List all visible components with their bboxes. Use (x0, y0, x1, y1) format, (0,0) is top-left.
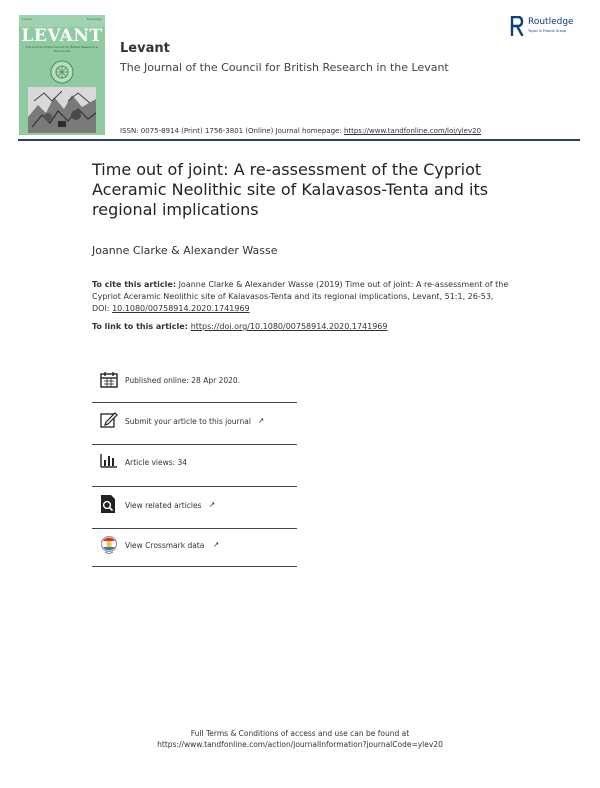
issn-text: ISSN: 0075-8914 (Print) 1756-3801 (Online) Journal homepage: (120, 127, 344, 135)
cover-subtitle: The Journal of the Council for British Research in the Levant (25, 45, 99, 53)
crossmark-icon (100, 535, 118, 554)
citation-block (92, 279, 512, 315)
journal-cover (19, 15, 105, 135)
external-link-icon: ↗ (209, 500, 216, 509)
cover-emblem-icon (47, 59, 77, 85)
journal-homepage-link[interactable]: https://www.tandfonline.com/loi/ylev20 (343, 127, 482, 135)
footer (0, 728, 600, 750)
crossmark-label: View Crossmark data (125, 541, 205, 550)
crossmark-row[interactable] (92, 531, 297, 567)
cover-top-left: Levant (22, 17, 33, 21)
cite-label: To cite this article: (92, 280, 177, 289)
issn-line (120, 127, 481, 135)
doi-link[interactable]: 10.1080/00758914.2020.1741969 (112, 304, 250, 313)
article-link-line (92, 322, 388, 331)
cover-artwork-image (28, 87, 96, 133)
submit-article-label: Submit your article to this journal (125, 417, 251, 426)
cover-title: LEVANT (21, 26, 103, 46)
external-link-icon: ↗ (213, 540, 220, 549)
article-views-row (92, 447, 297, 485)
footer-terms-link[interactable]: https://www.tandfonline.com/action/journalInformation?journalCode=ylev20 (157, 740, 443, 749)
info-divider (92, 402, 297, 403)
publisher-name: Routledge (528, 17, 574, 27)
info-divider (92, 528, 297, 529)
link-label: To link to this article: (92, 322, 191, 331)
info-divider (92, 486, 297, 487)
publisher-logo[interactable] (510, 15, 585, 39)
article-url-link[interactable]: https://doi.org/10.1080/00758914.2020.1741969 (190, 322, 388, 331)
cite-text: Joanne Clarke & Alexander Wasse (2019) Time out of joint: A re-assessment of the Cypriot Aceramic Neolithic site of Kalavasos-Tenta and its regional implications, Levant, 51:1, 26-53, DOI: (92, 280, 509, 313)
published-online-row (92, 367, 297, 395)
article-views-label: Article views: 34 (125, 458, 188, 467)
edit-icon (100, 411, 118, 428)
submit-article-row[interactable] (92, 405, 297, 443)
info-divider (92, 566, 297, 567)
header-divider (18, 139, 580, 141)
publisher-tagline: Taylor & Francis Group (528, 29, 567, 33)
related-articles-icon (100, 494, 116, 514)
calendar-icon (100, 371, 118, 388)
footer-terms-text: Full Terms & Conditions of access and use can be found at (190, 729, 410, 738)
related-articles-row[interactable] (92, 489, 297, 527)
article-title: Time out of joint: A re-assessment of the Cypriot Aceramic Neolithic site of Kalavasos-Tenta and its regional implications (92, 160, 489, 219)
external-link-icon: ↗ (258, 416, 265, 425)
routledge-logo-icon (510, 16, 524, 36)
related-articles-label: View related articles (125, 501, 202, 510)
info-divider (92, 444, 297, 445)
bar-chart-icon (100, 453, 118, 468)
journal-full-title: The Journal of the Council for British Research in the Levant (120, 61, 449, 74)
article-authors: Joanne Clarke & Alexander Wasse (92, 244, 278, 257)
published-online-label: Published online: 28 Apr 2020. (125, 376, 241, 385)
cover-top-right: Routledge (86, 17, 102, 21)
journal-name: Levant (120, 41, 170, 56)
